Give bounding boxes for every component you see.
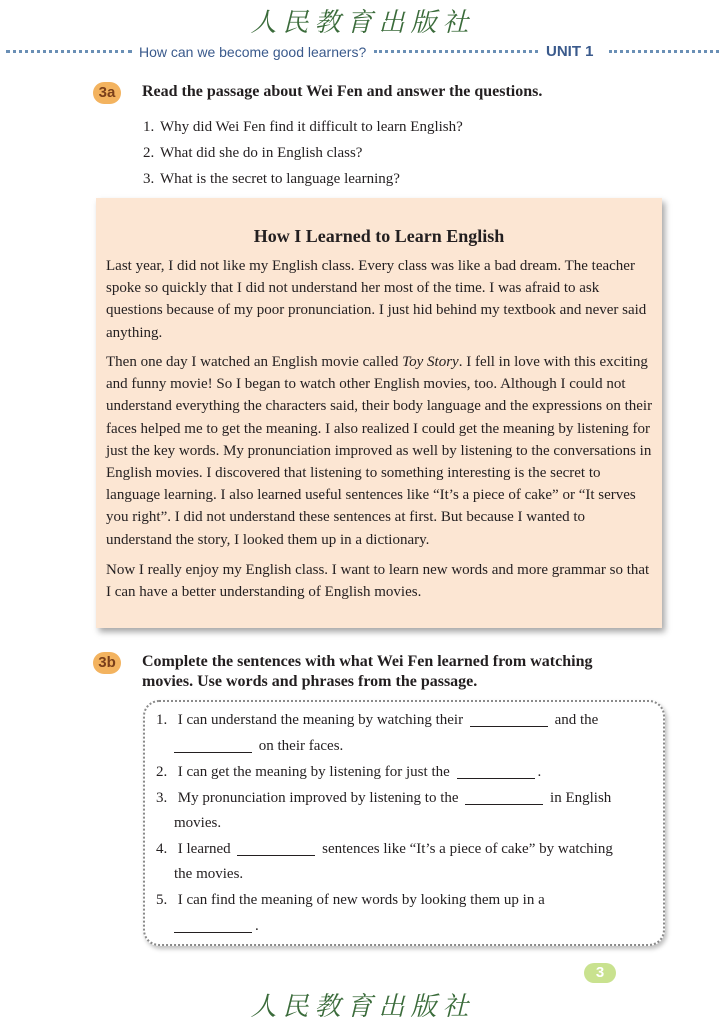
paragraph-2-text-start: Then one day I watched an English movie called xyxy=(106,354,403,370)
sentence-number: 5. xyxy=(156,892,168,908)
header-dots-middle xyxy=(374,50,538,53)
instruction-3b-line-2: movies. Use words and phrases from the passage. xyxy=(142,673,478,690)
passage-title: How I Learned to Learn English xyxy=(253,226,505,246)
instruction-3a: Read the passage about Wei Fen and answer the questions. xyxy=(142,83,543,100)
sentence-text: on their faces. xyxy=(258,738,344,754)
sentence-item-continued xyxy=(174,864,243,884)
sentence-item-continued xyxy=(174,813,221,833)
header-dots-right xyxy=(609,50,719,53)
sentence-item-continued xyxy=(174,736,343,756)
sentence-text: sentences like “It’s a piece of cake” by watching xyxy=(322,841,613,857)
page-header xyxy=(0,44,725,64)
paragraph-2-text-end: . I fell in love with this exciting and funny movie! So I began to watch other English movies, too. Although I could not understand everything the characters said, their body language and the expressions on their faces helped me to get the meaning. I also realized I could get the meaning by listening for just the key words. My pronunciation improved as well by listening to the conversations in English movies. I discovered that listening to something interesting is the secret to language learning. I also learned useful sentences like “It’s a piece of cake” or “It serves you right”. I did not understand these sentences at first. But because I wanted to understand the story, I looked them up in a dictionary. xyxy=(106,354,653,548)
sentence-text: I can understand the meaning by watching their xyxy=(177,712,464,728)
answer-blank[interactable] xyxy=(174,736,252,753)
header-dots-left xyxy=(6,50,132,53)
answer-blank[interactable] xyxy=(174,916,252,933)
passage-paragraph-2 xyxy=(106,351,654,551)
sentence-item xyxy=(156,890,545,910)
sentence-text: movies. xyxy=(174,815,222,831)
sentence-item xyxy=(156,710,598,730)
sentence-text: I can get the meaning by listening for just the xyxy=(177,764,450,780)
sentence-completion-box xyxy=(143,700,665,946)
sentence-text: and the xyxy=(554,712,599,728)
question-number: 2. xyxy=(143,145,155,161)
answer-blank[interactable] xyxy=(237,839,315,856)
sentence-text: . xyxy=(537,764,542,780)
sentence-text: I learned xyxy=(177,841,231,857)
sentence-item xyxy=(156,788,611,808)
question-text: Why did Wei Fen find it difficult to learn English? xyxy=(160,119,463,135)
sentence-text: the movies. xyxy=(174,866,244,882)
unit-title: How can we become good learners? xyxy=(139,44,367,60)
movie-title: Toy Story xyxy=(402,354,459,370)
sentence-number: 1. xyxy=(156,712,168,728)
page-number: 3 xyxy=(584,963,616,983)
section-badge-3a: 3a xyxy=(93,82,121,104)
sentence-number: 2. xyxy=(156,764,168,780)
question-text: What did she do in English class? xyxy=(160,145,363,161)
instruction-3b-line-1: Complete the sentences with what Wei Fen learned from watching xyxy=(142,653,593,670)
question-item xyxy=(143,140,463,166)
sentence-text: I can find the meaning of new words by looking them up in a xyxy=(177,892,545,908)
sentence-number: 4. xyxy=(156,841,168,857)
sentence-number: 3. xyxy=(156,790,168,806)
publisher-logo-top: 人民教育出版社 xyxy=(250,8,475,38)
question-list xyxy=(143,114,463,192)
reading-passage-box xyxy=(96,198,662,628)
question-number: 1. xyxy=(143,119,155,135)
sentence-text: . xyxy=(255,918,259,934)
answer-blank[interactable] xyxy=(465,788,543,805)
answer-blank[interactable] xyxy=(457,762,535,779)
passage-paragraph-3: Now I really enjoy my English class. I want to learn new words and more grammar so that I can have a better understanding of English movies. xyxy=(106,562,650,601)
question-number: 3. xyxy=(143,171,155,187)
passage-paragraph-1: Last year, I did not like my English class. Every class was like a bad dream. The teacher spoke so quickly that I did not understand her most of the time. I was afraid to ask questions because of my poor pronunciation. I just hid behind my textbook and never said anything. xyxy=(106,258,647,341)
sentence-item xyxy=(156,839,613,859)
answer-blank[interactable] xyxy=(470,710,548,727)
unit-label: UNIT 1 xyxy=(546,43,594,60)
sentence-text: in English xyxy=(550,790,612,806)
question-item xyxy=(143,114,463,140)
sentence-text: My pronunciation improved by listening to the xyxy=(177,790,459,806)
question-text: What is the secret to language learning? xyxy=(160,171,400,187)
section-badge-3b: 3b xyxy=(93,652,121,674)
sentence-item xyxy=(156,762,541,782)
question-item xyxy=(143,166,463,192)
sentence-item-continued xyxy=(174,916,259,936)
publisher-logo-bottom: 人民教育出版社 xyxy=(250,992,475,1022)
